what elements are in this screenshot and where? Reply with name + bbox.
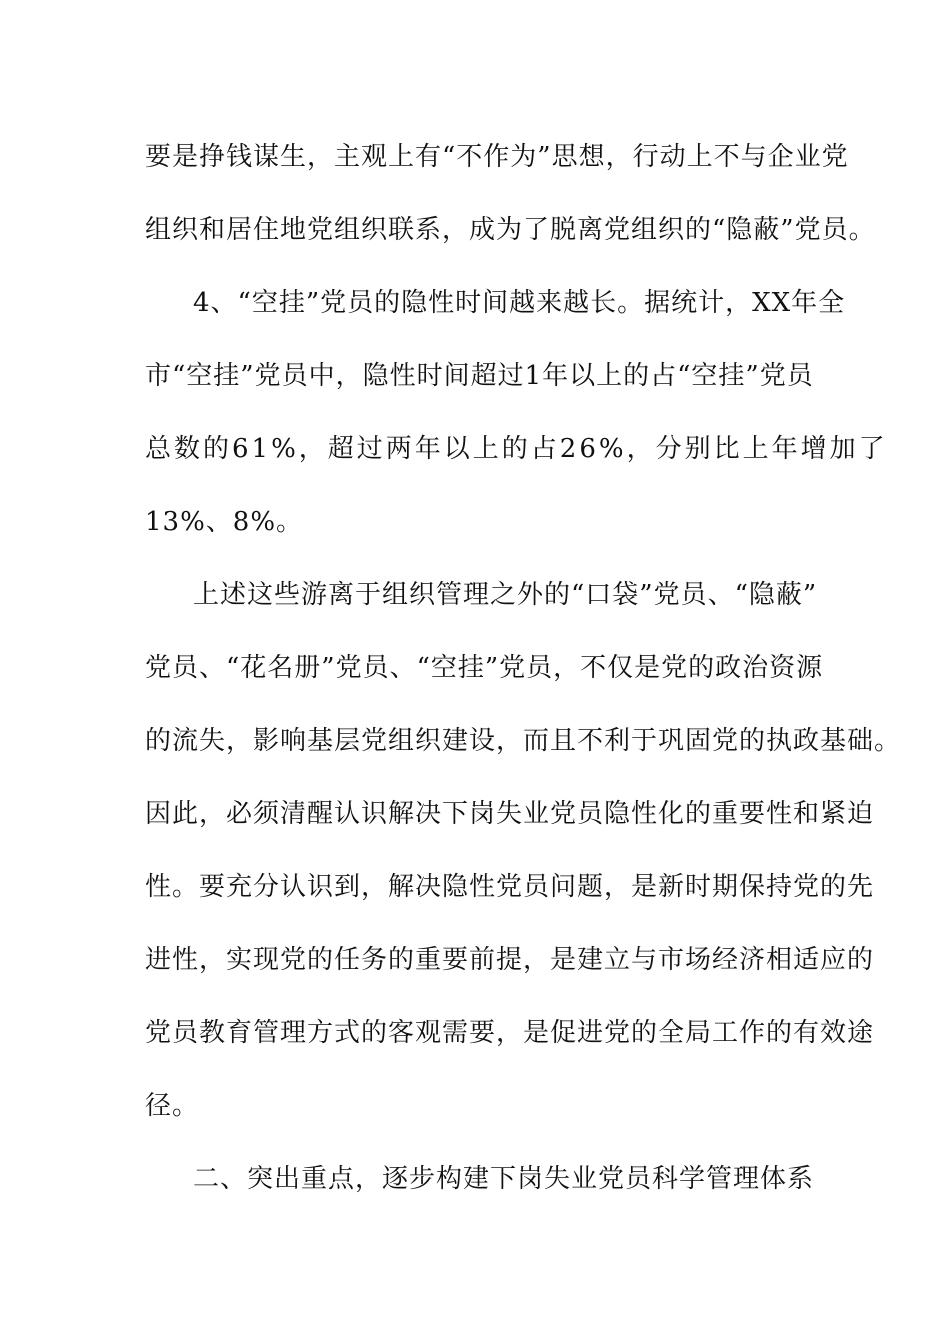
text-line-14: 径。 — [145, 1091, 200, 1121]
text-line-3: 4、“空挂”党员的隐性时间越来越长。据统计，XX年全 — [193, 288, 846, 318]
text-line-2: 组织和居住地党组织联系，成为了脱离党组织的“隐蔽”党员。 — [145, 215, 876, 245]
text-line-5: 总数的61%，超过两年以上的占26%，分别比上年增加了 — [145, 434, 888, 464]
section-heading: 二、突出重点，逐步构建下岗失业党员科学管理体系 — [193, 1164, 815, 1194]
text-line-4: 市“空挂”党员中，隐性时间超过1年以上的占“空挂”党员 — [145, 361, 814, 391]
text-line-1: 要是挣钱谋生，主观上有“不作为”思想，行动上不与企业党 — [145, 142, 849, 172]
text-line-8: 党员、“花名册”党员、“空挂”党员，不仅是党的政治资源 — [145, 653, 824, 683]
text-line-6: 13%、8%。 — [145, 507, 304, 537]
text-line-11: 性。要充分认识到，解决隐性党员问题，是新时期保持党的先 — [145, 872, 875, 902]
text-line-12: 进性，实现党的任务的重要前提，是建立与市场经济相适应的 — [145, 945, 875, 975]
text-line-13: 党员教育管理方式的客观需要，是促进党的全局工作的有效途 — [145, 1018, 875, 1048]
text-line-7: 上述这些游离于组织管理之外的“口袋”党员、“隐蔽” — [193, 580, 818, 610]
text-line-9: 的流失，影响基层党组织建设，而且不利于巩固党的执政基础。 — [145, 726, 902, 756]
text-line-10: 因此，必须清醒认识解决下岗失业党员隐性化的重要性和紧迫 — [145, 799, 875, 829]
